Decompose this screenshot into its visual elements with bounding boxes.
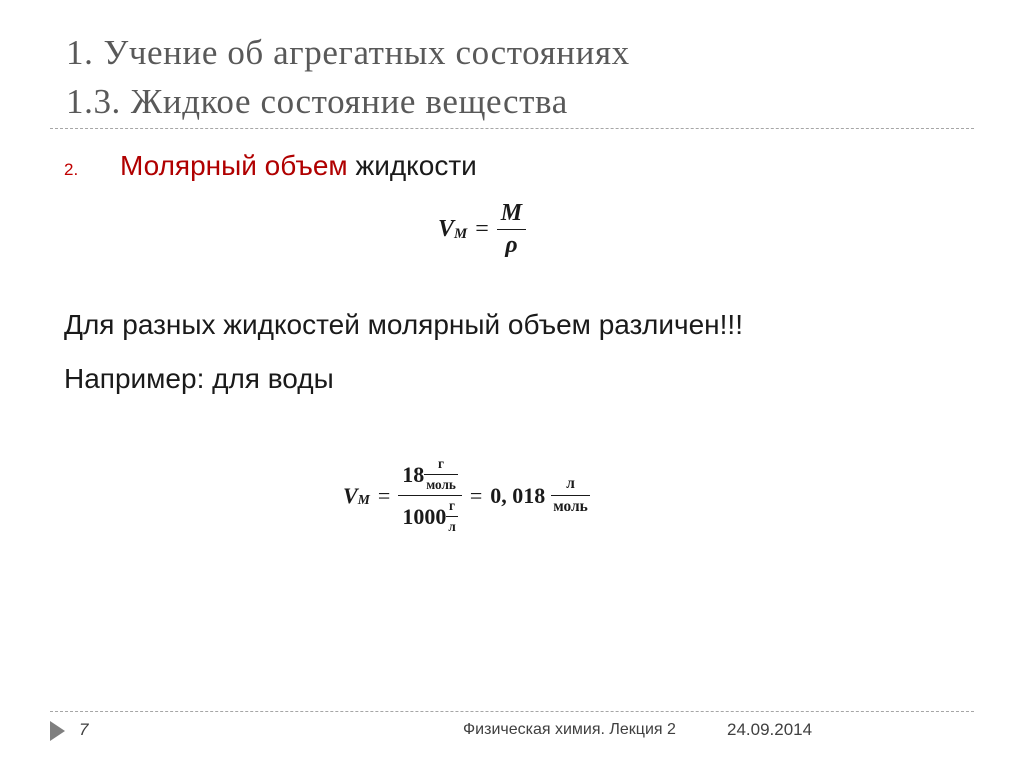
title-divider: [50, 128, 974, 129]
title-text-2: Жидкое состояние вещества: [130, 82, 568, 121]
list-text: [120, 148, 477, 184]
formula1-lhs: V: [438, 216, 455, 242]
formula2-result-unit-bottom: моль: [553, 498, 588, 515]
title-number-2: 1.3.: [66, 82, 121, 121]
list-rest: жидкости: [355, 150, 477, 181]
footer-date: 24.09.2014: [727, 720, 813, 739]
triangle-right-icon: [50, 721, 65, 741]
formula2-denominator: [398, 498, 461, 535]
formula2-equals-1: =: [377, 482, 391, 508]
slide-title: [66, 28, 966, 126]
formula2-result: 0, 018: [490, 482, 546, 508]
list-highlight: Молярный объем: [120, 150, 348, 181]
footer-lecture-title: Физическая химия. Лекция 2: [463, 721, 676, 738]
formula2-num-unit: [424, 456, 458, 493]
formula2-main-fraction: [398, 456, 462, 535]
formula1-numerator: M: [500, 200, 523, 226]
footer-divider: [50, 711, 974, 712]
formula1-fraction: [497, 200, 526, 259]
title-line-1: [66, 28, 966, 77]
water-molar-volume-formula: [343, 456, 590, 535]
list-number: 2.: [64, 160, 79, 179]
formula2-lhs-sub: M: [357, 492, 370, 508]
formula2-result-unit-top: л: [566, 475, 575, 492]
formula2-den-value: 1000: [402, 503, 447, 529]
formula2-main-bar: [398, 495, 462, 496]
formula2-den-unit-top: г: [449, 498, 456, 513]
formula2-equals-2: =: [469, 482, 483, 508]
page-number: 7: [79, 720, 89, 739]
formula2-den-unit-bottom: л: [448, 519, 456, 534]
formula1-fraction-bar: [497, 229, 526, 230]
formula2-num-unit-bottom: моль: [426, 477, 456, 492]
formula2-result-unit-bar: [551, 495, 590, 496]
formula2-den-unit: [446, 498, 457, 535]
formula2-lhs: V: [343, 482, 358, 508]
body-line-1: Для разных жидкостей молярный объем различен!!!: [64, 309, 743, 340]
title-text-1: Учение об агрегатных состояниях: [103, 33, 630, 72]
title-line-2: [66, 77, 966, 126]
title-number-1: 1.: [66, 33, 94, 72]
body-line-2: Например: для воды: [64, 363, 334, 394]
formula2-num-unit-top: г: [438, 456, 445, 471]
formula1-lhs-sub: M: [454, 226, 468, 243]
formula2-num-value: 18: [402, 461, 425, 487]
formula2-numerator: [398, 456, 462, 493]
formula2-num-unit-bar: [424, 474, 458, 475]
formula1-equals: =: [475, 216, 489, 242]
formula2-result-unit: [551, 475, 590, 516]
formula2-den-unit-bar: [446, 516, 457, 517]
molar-volume-formula: [438, 200, 526, 259]
formula1-denominator: ρ: [505, 232, 518, 258]
